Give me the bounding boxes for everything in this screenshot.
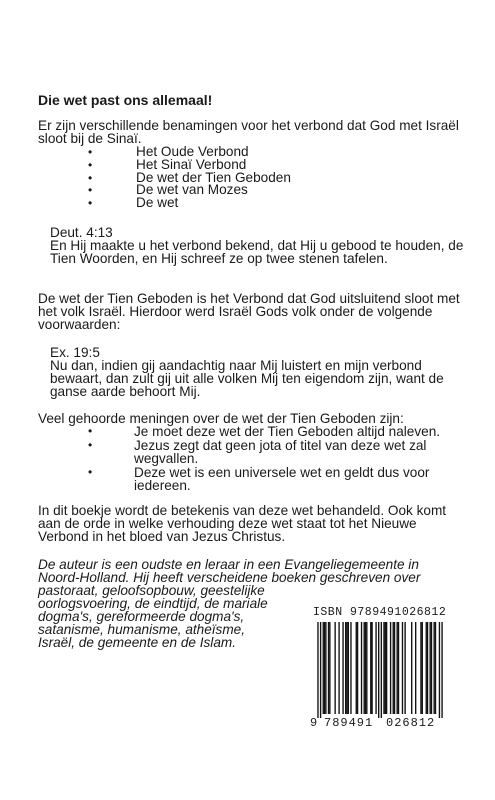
author-line: pastoraat, geloofsopbouw, geestelijke (38, 583, 265, 598)
barcode-bar (390, 622, 391, 714)
intro-paragraph: Er zijn verschillende benamingen voor het verbond dat God met Israël sloot bij de Sinaï. (38, 118, 459, 146)
barcode-bar (422, 622, 423, 714)
list-item: • Het Sinaï Verbond (38, 159, 291, 172)
isbn-barcode (310, 606, 450, 732)
author-line: De auteur is een oudste en leraar in een Evangeliegemeente in (38, 557, 419, 572)
isbn-digit-group1: 789491 (324, 716, 374, 730)
barcode-bar (397, 622, 398, 714)
barcode-bar (378, 622, 379, 718)
barcode-bar (431, 622, 432, 714)
barcode-bar (393, 622, 394, 714)
barcode-bar (348, 622, 349, 714)
paragraph-booklet: In dit boekje wordt de betekenis van deze wet behandeld. Ook komt aan de orde in welke verhouding deze wet staat tot het Nieuwe Verbond in het bloed van Jezus Christus. (38, 503, 447, 544)
barcode-bar (415, 622, 416, 714)
barcode-bar (427, 622, 428, 714)
names-list (38, 146, 291, 210)
list-item: • De wet (38, 197, 291, 210)
barcode-bar (375, 622, 376, 714)
barcode-bar (364, 622, 365, 714)
author-line: oorlogsvoering, de eindtijd, de mariale (38, 596, 268, 611)
barcode-bar (361, 622, 362, 714)
author-line: satanisme, humanisme, atheïsme, (38, 622, 246, 637)
barcode-bar (338, 622, 339, 714)
barcode-bar (317, 622, 318, 718)
barcode-bar (398, 622, 399, 714)
barcode-bar (356, 622, 357, 714)
verse1-ref: Deut. 4:13 (50, 225, 113, 240)
isbn-digits (310, 716, 450, 730)
isbn-digit-first: 9 (310, 716, 319, 730)
barcode-bar (320, 622, 321, 718)
barcode-bar (381, 622, 382, 718)
list-item: • Jezus zegt dat geen jota of titel van deze wet zal wegvallen. (38, 439, 468, 465)
barcode-bar (433, 622, 434, 714)
barcode-bar (411, 622, 412, 714)
opinions-list (38, 425, 468, 493)
opinions-intro: Veel gehoorde meningen over de wet der Tien Geboden zijn: (38, 411, 404, 426)
barcode-bar (426, 622, 427, 714)
verse1-text: En Hij maakte u het verbond bekend, dat Hij u gebood te houden, de Tien Woorden, en Hij schreef ze op twee stenen tafelen. (50, 238, 464, 266)
author-line: Israël, de gemeente en de Islam. (38, 635, 236, 650)
barcode-bar (386, 622, 387, 714)
barcode-bar (334, 622, 335, 714)
isbn-label: ISBN 9789491026812 (313, 606, 447, 619)
barcode-bar (366, 622, 367, 714)
barcode-bar (350, 622, 351, 714)
barcode-bar (329, 622, 330, 714)
barcode-bar (324, 622, 325, 714)
barcode-bar (430, 622, 431, 714)
barcode-bar (394, 622, 395, 714)
barcode-bar (345, 622, 346, 714)
list-item: • De wet der Tien Geboden (38, 172, 291, 185)
heading: Die wet past ons allemaal! (38, 92, 213, 108)
barcode-bar (357, 622, 358, 714)
verse2-ref: Ex. 19:5 (50, 345, 100, 360)
barcode-bar (370, 622, 371, 714)
barcode-bar (371, 622, 372, 714)
barcode-bar (404, 622, 405, 714)
verse2-text: Nu dan, indien gij aandachtig naar Mij luistert en mijn verbond bewaart, dan zult gij uit alle volken Mij ten eigendom zijn, want de ganse aarde behoort Mij. (50, 358, 444, 399)
barcode-bars (312, 622, 448, 718)
list-item: • De wet van Mozes (38, 184, 291, 197)
barcode-bar (435, 622, 436, 714)
barcode-bar (328, 622, 329, 714)
list-item: • Je moet deze wet der Tien Geboden altijd naleven. (38, 425, 468, 438)
barcode-bar (346, 622, 347, 714)
barcode-bar (365, 622, 366, 714)
barcode-bar (420, 622, 421, 714)
barcode-bar (342, 622, 343, 714)
author-line: dogma's, gereformeerde dogma's, (38, 609, 245, 624)
author-line: Noord-Holland. Hij heeft verscheidene boeken geschreven over (38, 570, 421, 585)
list-item: • Deze wet is een universele wet en geldt dus voor iedereen. (38, 466, 468, 492)
barcode-bar (441, 622, 442, 718)
list-item: • Het Oude Verbond (38, 146, 291, 159)
barcode-bar (439, 622, 440, 718)
isbn-digit-group2: 026812 (386, 716, 436, 730)
barcode-bar (325, 622, 326, 714)
paragraph-covenant: De wet der Tien Geboden is het Verbond dat God uitsluitend sloot met het volk Israël. Hierdoor werd Israël Gods volk onder de volgende voorwaarden: (38, 291, 460, 332)
barcode-bar (383, 622, 384, 714)
barcode-bar (402, 622, 403, 714)
barcode-bar (323, 622, 324, 714)
barcode-bar (385, 622, 386, 714)
